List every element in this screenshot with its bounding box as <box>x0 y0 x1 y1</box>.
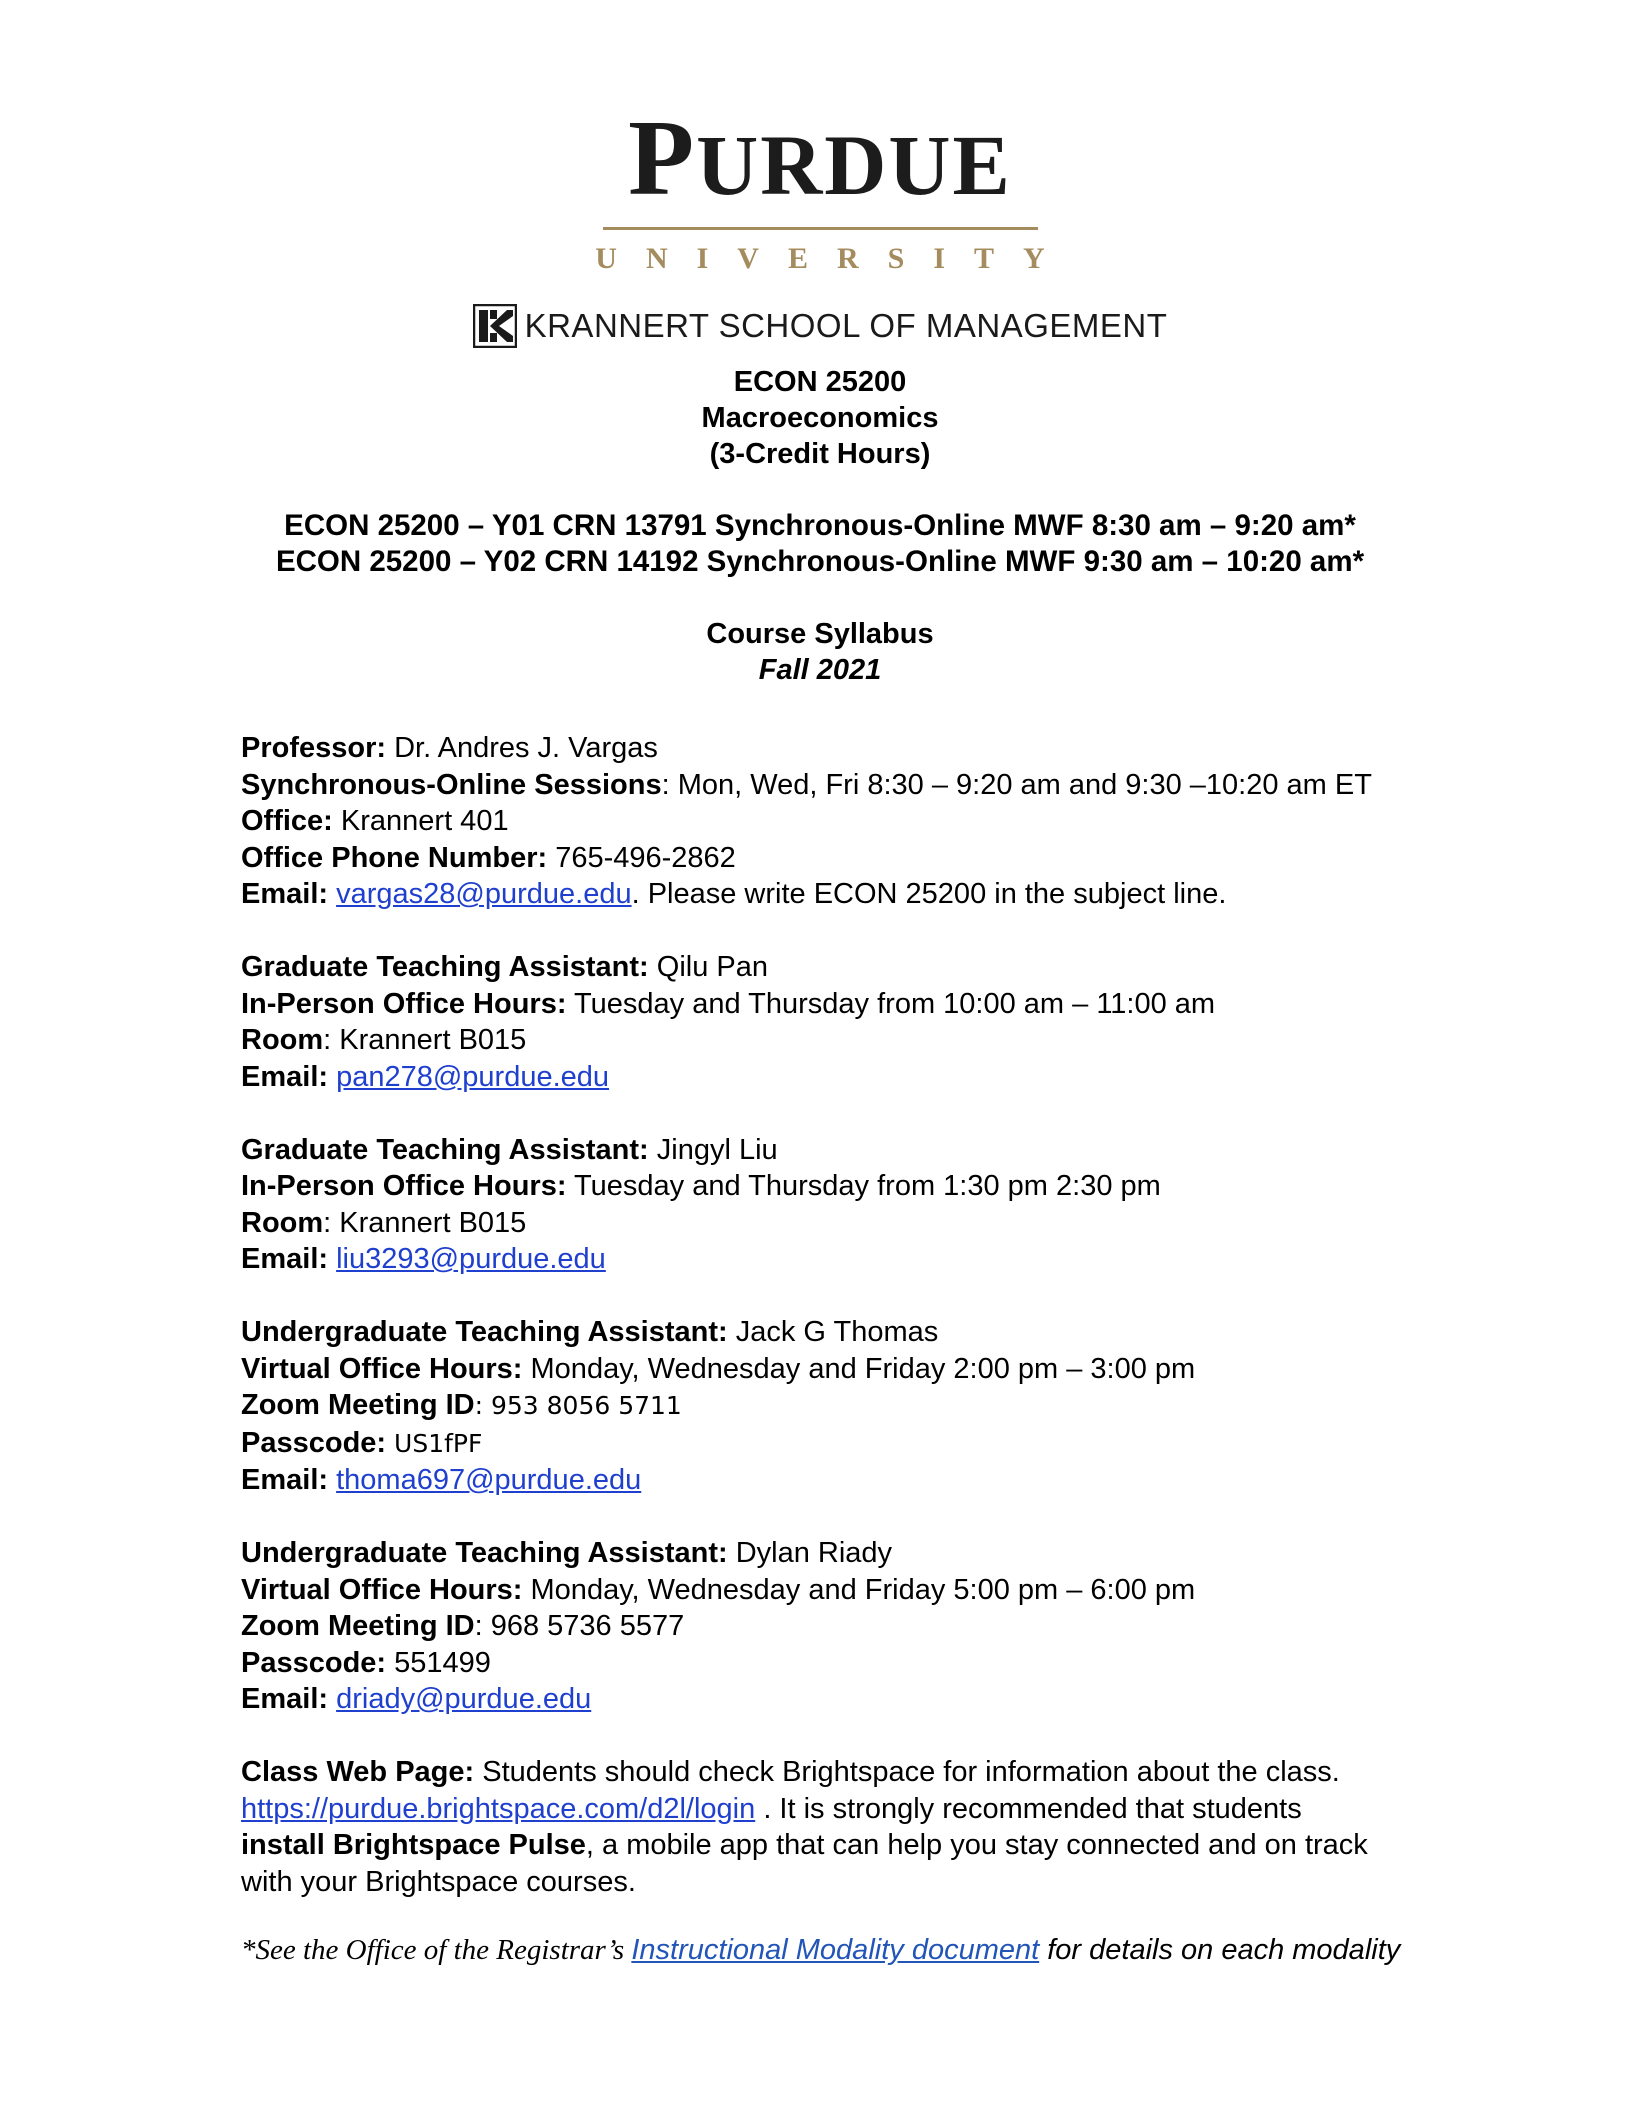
section-y01: ECON 25200 – Y01 CRN 13791 Synchronous-Online MWF 8:30 am – 9:20 am* <box>284 509 1356 542</box>
sessions-label: Synchronous-Online Sessions <box>241 768 662 801</box>
syllabus-heading <box>0 616 1640 688</box>
email-label: Email: <box>241 878 329 910</box>
class-web-page <box>241 1754 1411 1900</box>
brightspace-pulse: install Brightspace Pulse <box>241 1829 586 1861</box>
office-label: Office: <box>241 805 333 837</box>
gta-name: Jingyl Liu <box>648 1133 778 1166</box>
course-number: ECON 25200 <box>733 366 907 398</box>
room-label: Room <box>241 1206 324 1239</box>
gta-liu-email-link[interactable]: liu3293@purdue.edu <box>336 1243 606 1275</box>
room-label: Room <box>241 1024 324 1056</box>
gta-label: Graduate Teaching Assistant: <box>241 951 649 983</box>
zoom-id-label: Zoom Meeting ID <box>241 1389 475 1421</box>
section-y02: ECON 25200 – Y02 CRN 14192 Synchronous-Online MWF 9:30 am – 10:20 am* <box>275 545 1365 578</box>
uta-label: Undergraduate Teaching Assistant: <box>241 1537 728 1569</box>
section-list <box>0 508 1640 580</box>
professor-block <box>241 730 1411 913</box>
room-value: : Krannert B015 <box>323 1206 527 1239</box>
office-hours-value: Tuesday and Thursday from 1:30 pm 2:30 pm <box>566 1170 1161 1202</box>
email-label: Email: <box>241 1243 329 1275</box>
web-page-text: Students should check Brightspace for information about the class. <box>474 1756 1340 1788</box>
footnote-prefix: *See the Office of the Registrar’s <box>241 1934 632 1966</box>
logo-divider <box>603 227 1038 230</box>
modality-footnote <box>241 1932 1411 1968</box>
professor-name: Dr. Andres J. Vargas <box>386 732 658 764</box>
syllabus-title: Course Syllabus <box>706 618 934 650</box>
zoom-id-label: Zoom Meeting ID <box>241 1610 475 1642</box>
modality-document-link[interactable]: Instructional Modality document <box>631 1934 1040 1966</box>
uta-label: Undergraduate Teaching Assistant: <box>241 1316 728 1348</box>
phone-label: Office Phone Number: <box>241 841 548 874</box>
school-name: KRANNERT SCHOOL OF MANAGEMENT <box>524 307 1168 344</box>
virtual-hours-value: Monday, Wednesday and Friday 5:00 pm – 6:00 pm <box>522 1573 1196 1606</box>
phone-value: 765-496-2862 <box>547 841 736 874</box>
gta-label: Graduate Teaching Assistant: <box>241 1133 649 1166</box>
web-page-recommend: . It is strongly recommended that students <box>755 1792 1302 1825</box>
passcode-value: US1fPF <box>386 1428 483 1458</box>
passcode-value: 551499 <box>386 1646 491 1679</box>
course-header <box>0 364 1640 472</box>
sessions-value: : Mon, Wed, Fri 8:30 – 9:20 am and 9:30 –10:20 am ET <box>661 768 1372 801</box>
gta-pan-block <box>241 949 1411 1095</box>
email-label: Email: <box>241 1464 329 1496</box>
purdue-logo <box>0 99 1640 348</box>
email-note: . Please write ECON 25200 in the subject line. <box>631 878 1227 910</box>
gta-pan-email-link[interactable]: pan278@purdue.edu <box>336 1060 610 1093</box>
virtual-hours-value: Monday, Wednesday and Friday 2:00 pm – 3:00 pm <box>522 1352 1196 1385</box>
zoom-id-value: : 953 8056 5711 <box>474 1391 682 1420</box>
uta-name: Jack G Thomas <box>727 1316 939 1348</box>
krannert-k-icon <box>473 304 517 348</box>
uta-thomas-email-link[interactable]: thoma697@purdue.edu <box>336 1464 642 1496</box>
professor-email-link[interactable]: vargas28@purdue.edu <box>336 878 632 910</box>
uta-thomas-block <box>241 1314 1411 1499</box>
email-label: Email: <box>241 1683 329 1715</box>
uta-name: Dylan Riady <box>727 1537 893 1569</box>
krannert-logo <box>0 304 1640 348</box>
course-credits: (3-Credit Hours) <box>709 438 931 470</box>
office-hours-label: In-Person Office Hours: <box>241 987 567 1020</box>
web-page-label: Class Web Page: <box>241 1756 475 1788</box>
uta-riady-email-link[interactable]: driady@purdue.edu <box>336 1683 592 1715</box>
brightspace-link[interactable]: https://purdue.brightspace.com/d2l/login <box>241 1792 756 1825</box>
virtual-hours-label: Virtual Office Hours: <box>241 1352 523 1385</box>
room-value: : Krannert B015 <box>323 1024 527 1056</box>
university-wordmark: UNIVERSITY <box>595 242 1074 275</box>
gta-name: Qilu Pan <box>648 951 768 983</box>
web-page-pulse-text: , a mobile app that can help you stay connected and on track with your Brightspace courses. <box>241 1829 1368 1898</box>
uta-riady-block <box>241 1535 1411 1718</box>
footnote-suffix: for details on each modality <box>1039 1934 1401 1966</box>
purdue-rest: URDUE <box>696 117 1012 213</box>
office-hours-label: In-Person Office Hours: <box>241 1170 567 1202</box>
email-label: Email: <box>241 1060 329 1093</box>
purdue-initial: P <box>628 99 697 218</box>
professor-label: Professor: <box>241 732 387 764</box>
syllabus-term: Fall 2021 <box>758 654 882 686</box>
contact-info <box>241 730 1411 1900</box>
gta-liu-block <box>241 1132 1411 1278</box>
office-hours-value: Tuesday and Thursday from 10:00 am – 11:00 am <box>566 987 1216 1020</box>
course-title: Macroeconomics <box>701 402 939 434</box>
passcode-label: Passcode: <box>241 1646 387 1679</box>
passcode-label: Passcode: <box>241 1426 387 1459</box>
zoom-id-value: : 968 5736 5577 <box>474 1610 685 1642</box>
purdue-wordmark <box>628 99 1012 218</box>
office-value: Krannert 401 <box>332 805 509 837</box>
virtual-hours-label: Virtual Office Hours: <box>241 1573 523 1606</box>
